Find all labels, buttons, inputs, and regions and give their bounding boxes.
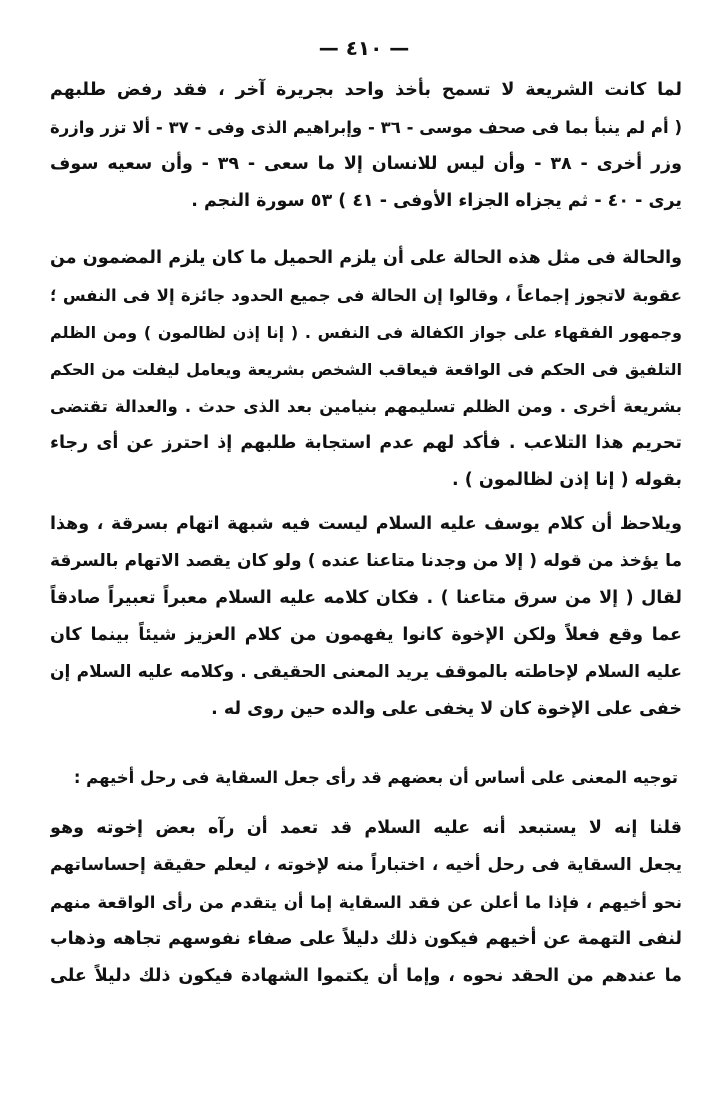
text-line: بقوله ( إنا إذن لظالمون ) . — [452, 470, 682, 490]
text-line: لقال ( إلا من سرق متاعنا ) . فكان كلامه عليه السلام معبراً تعبيراً صادقاً — [50, 588, 682, 608]
text-line: تحريم هذا التلاعب . فأكد لهم عدم استجابة طلبهم إذ احترز عن أى رجاء — [50, 433, 682, 453]
paragraph-1 — [50, 72, 682, 220]
text-line: لما كانت الشريعة لا تسمح بأخذ واحد بجريرة آخر ، فقد رفض طلبهم — [50, 80, 682, 100]
text-line: ( أم لم ينبأ بما فى صحف موسى - ٣٦ - وإبراهيم الذى وفى - ٣٧ - ألا تزر وازرة — [50, 118, 682, 137]
text-line: ما عندهم من الحقد نحوه ، وإما أن يكتموا الشهادة فيكون ذلك دليلاً على — [50, 966, 682, 986]
text-line: عما وقع فعلاً ولكن الإخوة كانوا يفهمون من كلام العزيز شيئاً بينما كان — [50, 625, 682, 645]
text-line: يجعل السقاية فى رحل أخيه ، اختباراً منه لإخوته ، ليعلم حقيقة إحساساتهم — [50, 855, 682, 875]
text-line: عليه السلام لإحاطته بالموقف يريد المعنى الحقيقى . وكلامه عليه السلام إن — [50, 662, 682, 682]
text-line: يرى - ٤٠ - ثم يجزاه الجزاء الأوفى - ٤١ ) ٥٣ سورة النجم . — [191, 191, 682, 211]
text-line: وجمهور الفقهاء على جواز الكفالة فى النفس . ( إنا إذن لظالمون ) ومن الظلم — [50, 323, 682, 342]
text-line: وزر أخرى - ٣٨ - وأن ليس للانسان إلا ما سعى - ٣٩ - وأن سعيه سوف — [50, 154, 682, 174]
section-heading: توجيه المعنى على أساس أن بعضهم قد رأى جعل السقاية فى رحل أخيهم : — [73, 768, 678, 787]
text-line: والحالة فى مثل هذه الحالة على أن يلزم الحميل ما كان يلزم المضمون من — [50, 248, 682, 268]
text-line: ويلاحظ أن كلام يوسف عليه السلام ليست فيه شبهة اتهام بسرقة ، وهذا — [50, 514, 682, 534]
paragraph-3 — [50, 506, 682, 728]
text-line: التلفيق فى الحكم فى الواقعة فيعاقب الشخص بشريعة ويعامل ليفلت من الحكم — [50, 360, 682, 379]
text-line: لنفى التهمة عن أخيهم فيكون ذلك دليلاً على صفاء نفوسهم تجاهه وذهاب — [50, 929, 682, 949]
page-number: — ٤١٠ — — [318, 36, 410, 60]
text-line: خفى على الإخوة كان لا يخفى على والده حين روى له . — [211, 699, 682, 719]
paragraph-4 — [50, 810, 682, 995]
text-line: ما يؤخذ من قوله ( إلا من وجدنا متاعنا عنده ) ولو كان يقصد الاتهام بالسرقة — [50, 551, 682, 571]
text-line: نحو أخيهم ، فإذا ما أعلن عن فقد السقاية إما أن يتقدم من رأى الواقعة منهم — [50, 893, 682, 912]
text-line: قلنا إنه لا يستبعد أنه عليه السلام قد تعمد أن رآه بعض إخوته وهو — [50, 818, 682, 838]
text-line: بشريعة أخرى . ومن الظلم تسليمهم بنيامين بعد الذى حدث . والعدالة تقتضى — [50, 397, 682, 416]
text-line: عقوبة لاتجوز إجماعاً ، وقالوا إن الحالة فى جميع الحدود جائزة إلا فى النفس ؛ — [50, 286, 682, 305]
paragraph-2 — [50, 240, 682, 499]
